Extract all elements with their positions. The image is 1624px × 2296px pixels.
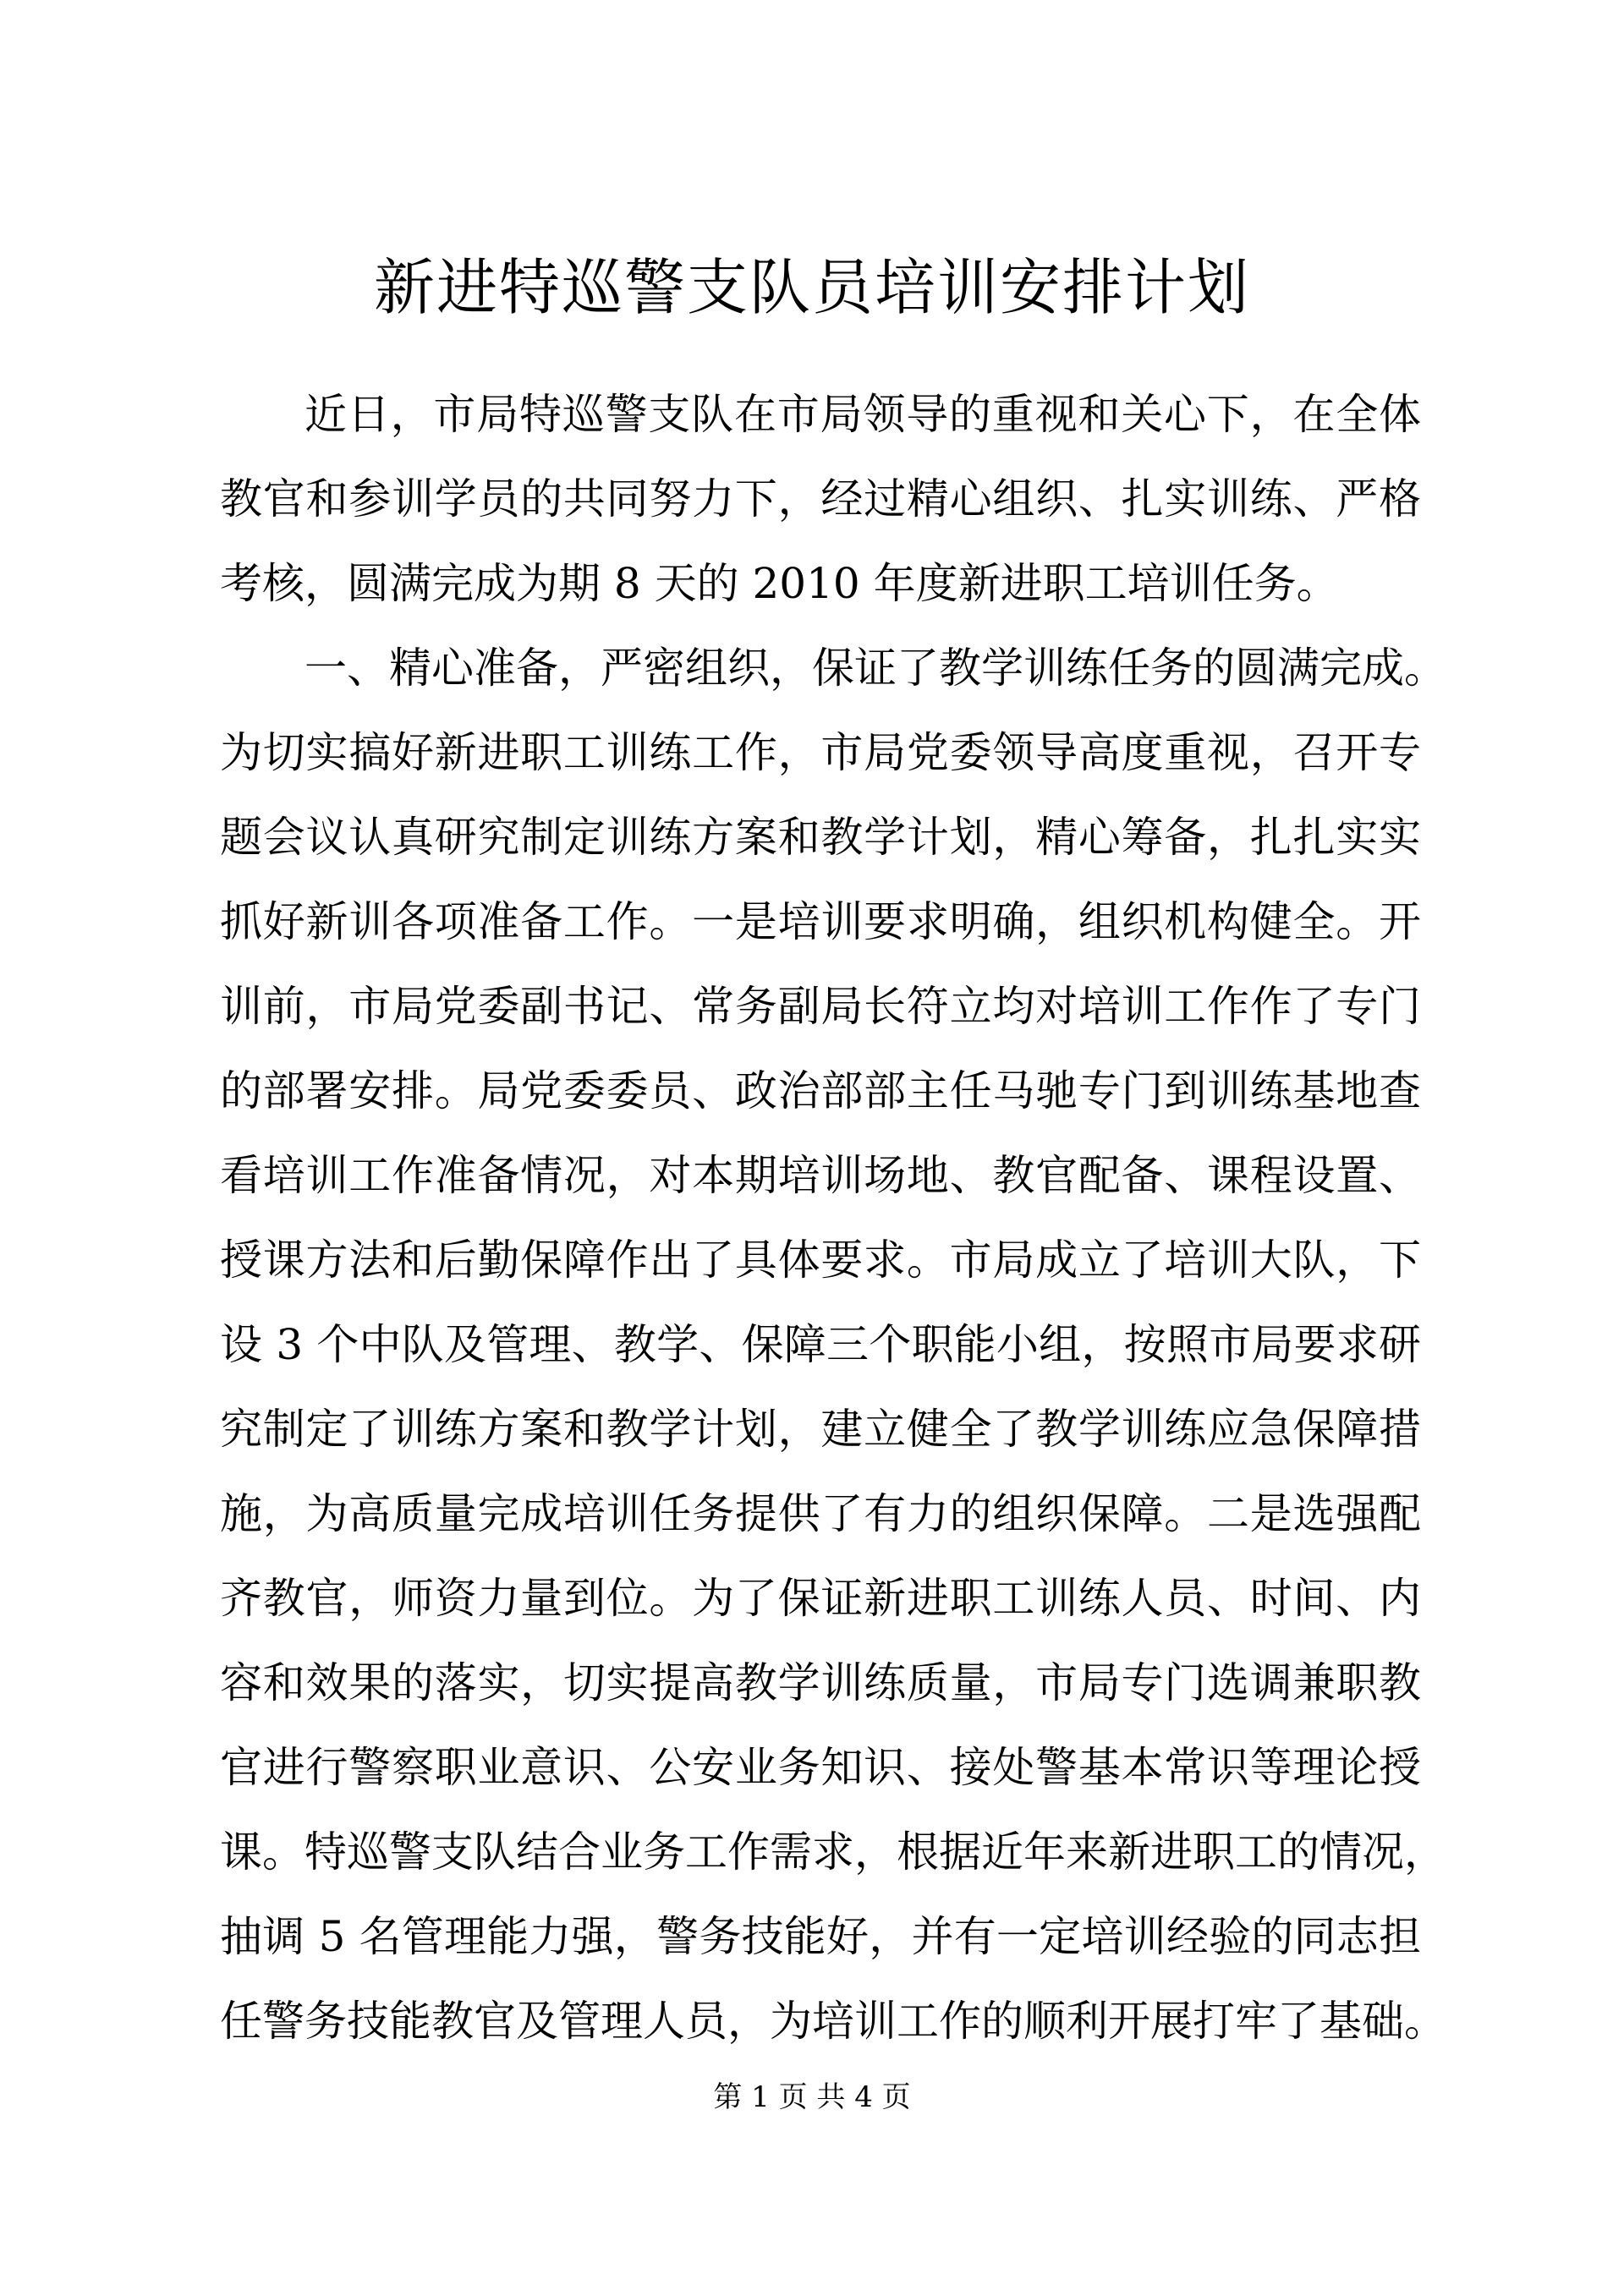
paragraph-line: 抓好新训各项准备工作。一是培训要求明确，组织机构健全。开 [220,897,1421,946]
paragraph-line: 近日，市局特巡警支队在市局领导的重视和关心下，在全体 [304,390,1421,439]
document-title: 新进特巡警支队员培训安排计划 [373,252,1250,323]
paragraph-line: 的部署安排。局党委委员、政治部部主任马驰专门到训练基地查 [220,1066,1421,1115]
page-number-footer: 第 1 页 共 4 页 [713,2080,911,2114]
paragraph-line: 齐教官，师资力量到位。为了保证新进职工训练人员、时间、内 [220,1574,1421,1623]
paragraph-line: 任警务技能教官及管理人员，为培训工作的顺利开展打牢了基础。 [220,1997,1446,2046]
paragraph-line: 为切实搞好新进职工训练工作，市局党委领导高度重视，召开专 [220,728,1421,777]
paragraph-line: 题会议认真研究制定训练方案和教学计划，精心筹备，扎扎实实 [220,813,1421,862]
paragraph-line: 一、精心准备，严密组织，保证了教学训练任务的圆满完成。 [304,644,1446,693]
paragraph-1 [220,372,1421,626]
paragraph-line: 官进行警察职业意识、公安业务知识、接处警基本常识等理论授 [220,1743,1421,1792]
document-body [220,372,1446,2063]
paragraph-line: 考核，圆满完成为期 8 天的 2010 年度新进职工培训任务。 [220,559,1339,608]
paragraph-line: 授课方法和后勤保障作出了具体要求。市局成立了培训大队，下 [220,1236,1421,1285]
paragraph-line: 施，为高质量完成培训任务提供了有力的组织保障。二是选强配 [220,1489,1421,1538]
paragraph-line: 抽调 5 名管理能力强，警务技能好，并有一定培训经验的同志担 [220,1912,1421,1961]
paragraph-line: 设 3 个中队及管理、教学、保障三个职能小组，按照市局要求研 [220,1320,1421,1369]
paragraph-line: 训前，市局党委副书记、常务副局长符立均对培训工作作了专门 [220,982,1421,1031]
paragraph-line: 看培训工作准备情况，对本期培训场地、教官配备、课程设置、 [220,1151,1421,1200]
paragraph-line: 教官和参训学员的共同努力下，经过精心组织、扎实训练、严格 [220,474,1421,523]
paragraph-2 [220,626,1446,2063]
paragraph-line: 究制定了训练方案和教学计划，建立健全了教学训练应急保障措 [220,1405,1421,1454]
paragraph-line: 容和效果的落实，切实提高教学训练质量，市局专门选调兼职教 [220,1658,1421,1707]
paragraph-line: 课。特巡警支队结合业务工作需求，根据近年来新进职工的情况， [220,1827,1446,1877]
